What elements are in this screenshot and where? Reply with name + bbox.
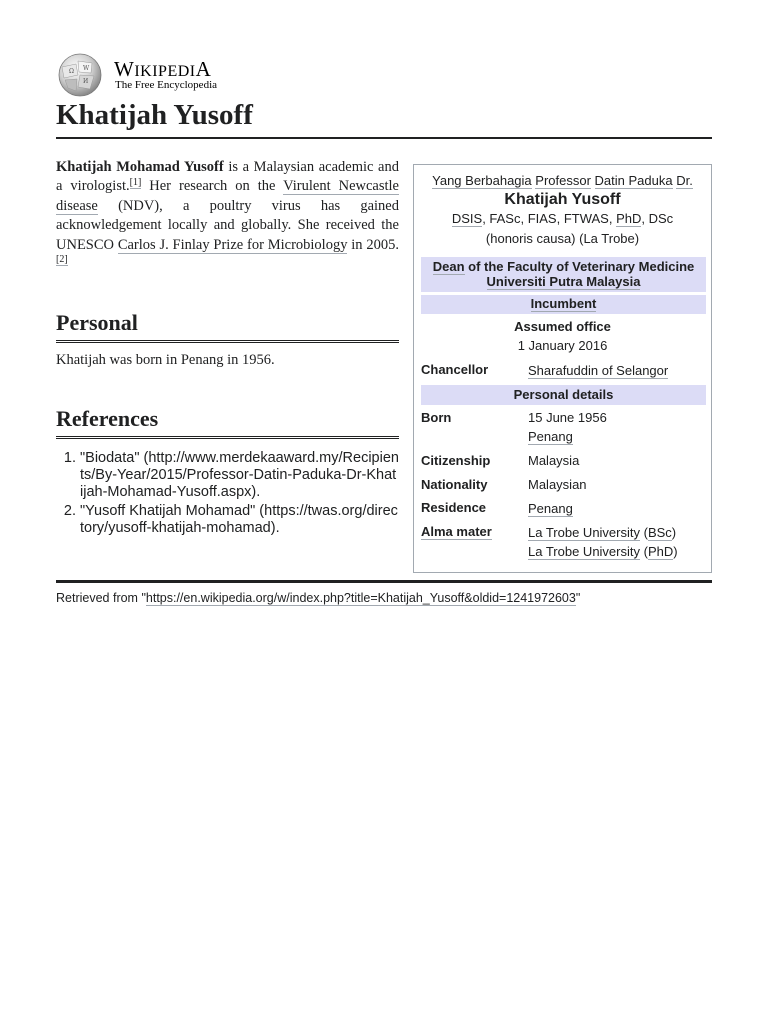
born-label: Born (421, 410, 452, 425)
link-bsc[interactable]: BSc (647, 525, 672, 540)
residence-value (528, 499, 573, 518)
citizenship-label: Citizenship (421, 453, 491, 468)
wikipedia-logo[interactable] (56, 53, 356, 99)
subject-name: Khatijah Mohamad Yusoff (56, 159, 224, 175)
office-header: Dean of the Faculty of Veterinary Medicine Universiti Putra Malaysia (421, 257, 706, 292)
assumed-office-value: 1 January 2016 (517, 338, 608, 353)
link-sharafuddin-of-selangor[interactable]: Sharafuddin of Selangor (528, 363, 669, 378)
alma-mater-value: La Trobe University (BSc) La Trobe University (PhD) (528, 525, 678, 559)
link-universiti-putra-malaysia[interactable]: Universiti Putra Malaysia (486, 274, 641, 289)
section-heading-references: References (56, 404, 399, 439)
citizenship-value: Malaysia (528, 453, 580, 468)
reference-link-2[interactable]: "Yusoff Khatijah Mohamad" (https://twas.org/directory/yusoff-khatijah-mohamad). (80, 503, 398, 536)
assumed-office-label: Assumed office (514, 319, 611, 334)
alma-mater-label: Alma mater (421, 524, 492, 539)
honorific-suffix-line2: (honoris causa) (La Trobe) (485, 231, 640, 246)
svg-text:W: W (83, 65, 90, 72)
personal-paragraph: Khatijah was born in Penang in 1956. (56, 352, 275, 368)
references-list (56, 450, 399, 539)
link-la-trobe-1[interactable]: La Trobe University (528, 525, 640, 540)
citation-link-2[interactable]: [2] (56, 254, 68, 266)
chancellor-value (528, 361, 668, 380)
personal-details-header: Personal details (421, 385, 706, 405)
link-la-trobe-2[interactable]: La Trobe University (528, 544, 640, 559)
link-phd[interactable]: PhD (616, 211, 642, 226)
link-dr[interactable]: Dr. (676, 173, 693, 188)
infobox (413, 164, 712, 573)
link-professor[interactable]: Professor (535, 173, 591, 188)
link-datin-paduka[interactable]: Datin Paduka (594, 173, 673, 188)
wikipedia-tagline: The Free Encyclopedia (115, 79, 218, 91)
link-residence-penang[interactable]: Penang (528, 501, 573, 516)
link-phd-degree[interactable]: PhD (647, 544, 674, 559)
link-dsis[interactable]: DSIS (451, 211, 483, 226)
infobox-name: Khatijah Yusoff (504, 191, 621, 208)
citation-link-1[interactable]: [1] (129, 176, 142, 188)
link-incumbent[interactable]: Incumbent (530, 296, 597, 311)
nationality-value: Malaysian (528, 477, 587, 492)
reference-item (80, 450, 399, 501)
link-born-penang[interactable]: Penang (528, 429, 573, 444)
article-body (56, 158, 399, 274)
honorific-prefix (414, 173, 711, 189)
born-date: 15 June 1956 (528, 410, 607, 425)
svg-text:Ω: Ω (69, 68, 74, 75)
link-carlos-finlay-prize[interactable]: Carlos J. Finlay Prize for Microbiology (117, 236, 348, 253)
lead-paragraph: Khatijah Mohamad Yusoff is a Malaysian academic and a virologist.[1] Her research on the Virulent Newcastle disease (NDV), a poultry virus has gained acknowledgement locally and globally. She received the UNESCO Carlos J. Finlay Prize for Microbiology in 2005.[2] (56, 159, 399, 266)
footer-rule (56, 580, 712, 583)
wikipedia-wordmark: WIKIPEDIA (114, 57, 212, 81)
residence-label: Residence (421, 500, 487, 515)
link-dean[interactable]: Dean (432, 259, 465, 274)
svg-text:И: И (83, 78, 89, 85)
chancellor-label: Chancellor (421, 362, 489, 377)
retrieved-from: Retrieved from "https://en.wikipedia.org/w/index.php?title=Khatijah_Yusoff&oldid=1241972603" (56, 591, 581, 605)
incumbent-header (421, 295, 706, 314)
link-virulent-newcastle-disease[interactable]: Virulent Newcastle disease (56, 178, 399, 214)
page-title: Khatijah Yusoff (56, 94, 712, 139)
wikipedia-globe-icon (56, 53, 104, 97)
section-heading-personal: Personal (56, 308, 399, 343)
honorific-suffix: DSIS, FASc, FIAS, FTWAS, PhD, DSc (451, 211, 674, 226)
link-yang-berbahagia[interactable]: Yang Berbahagia (432, 173, 532, 188)
reference-link-1[interactable]: "Biodata" (http://www.merdekaaward.my/Recipients/By-Year/2015/Professor-Datin-Paduka-Dr-Khatijah-Mohamad-Yusoff.aspx). (80, 450, 399, 500)
nationality-label: Nationality (421, 477, 488, 492)
retrieved-url-link[interactable]: https://en.wikipedia.org/w/index.php?title=Khatijah_Yusoff&oldid=1241972603 (145, 591, 576, 605)
reference-item (80, 503, 399, 537)
born-value (528, 408, 607, 446)
